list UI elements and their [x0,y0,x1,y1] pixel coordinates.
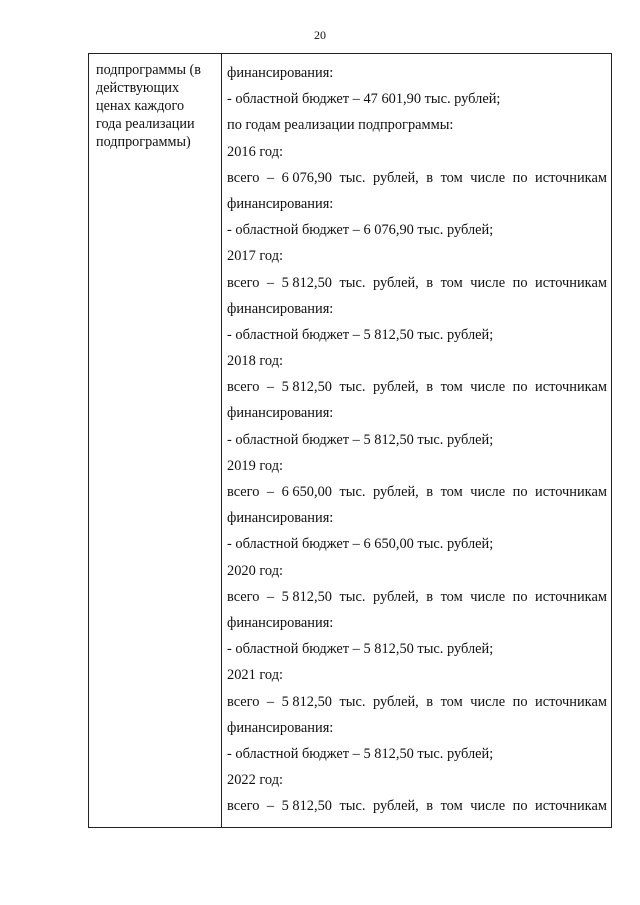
word: по [512,379,528,396]
word: 5 812,50 [281,798,332,815]
word: том [440,588,463,605]
word: – [266,798,275,815]
financing-table [88,53,612,828]
text-line: 2017 год: [227,248,284,265]
text-line: - областной бюджет – 5 812,50 тыс. рублей; [227,326,494,343]
financing-total-line [227,479,607,505]
text-line: - областной бюджет – 47 601,90 тыс. рублей; [227,91,501,108]
word: источникам [535,169,607,186]
label-line: ценах каждого [96,98,185,114]
text-line: финансирования: [227,65,334,81]
word: тыс. [339,169,366,186]
label-line: подпрограммы (в [96,62,201,78]
word: том [440,693,463,710]
word: 5 812,50 [281,588,332,605]
word: том [440,274,463,291]
financing-total-line [227,270,607,296]
word: 5 812,50 [281,693,332,710]
word: числе [470,484,506,500]
word: числе [470,274,506,291]
word: – [266,588,275,605]
word: в [426,798,434,815]
word: по [512,693,528,710]
word: – [266,274,275,291]
word: в [426,693,434,710]
text-line: финансирования: [227,300,334,317]
page-number: 20 [314,28,326,42]
table-value-cell [222,54,611,827]
word: всего [227,693,260,710]
word: том [440,169,463,186]
word: всего [227,274,260,291]
word: рублей, [372,484,419,500]
word: числе [470,693,506,710]
word: источникам [535,588,607,605]
text-line: финансирования: [227,405,334,422]
word: источникам [535,484,607,500]
label-line: подпрограммы) [96,134,191,150]
word: рублей, [372,588,419,605]
text-line: по годам реализации подпрограммы: [227,117,454,134]
financing-total-line [227,584,607,610]
text-line: 2020 год: [227,562,284,579]
word: всего [227,798,260,815]
word: рублей, [372,169,419,186]
text-line: 2021 год: [227,667,284,684]
word: тыс. [339,274,366,291]
word: 5 812,50 [281,274,332,291]
word: тыс. [339,379,366,396]
word: рублей, [372,693,419,710]
financing-total-line [227,165,607,191]
word: в [426,274,434,291]
word: – [266,379,275,396]
word: числе [470,588,506,605]
text-line: финансирования: [227,510,334,527]
word: том [440,798,463,815]
word: – [266,693,275,710]
word: рублей, [372,274,419,291]
text-line: 2018 год: [227,353,284,370]
text-line: - областной бюджет – 5 812,50 тыс. рублей; [227,431,494,448]
text-line: - областной бюджет – 6 076,90 тыс. рублей; [227,222,494,239]
word: 6 650,00 [281,484,332,500]
word: в [426,169,434,186]
table-label-cell [89,54,222,827]
word: источникам [535,693,607,710]
word: по [512,588,528,605]
word: том [440,379,463,396]
word: по [512,274,528,291]
word: источникам [535,274,607,291]
financing-total-line [227,689,607,715]
word: числе [470,798,506,815]
text-line: 2019 год: [227,457,284,474]
text-line: - областной бюджет – 6 650,00 тыс. рублей; [227,536,494,553]
word: тыс. [339,588,366,605]
word: всего [227,588,260,605]
word: в [426,588,434,605]
word: всего [227,484,260,500]
text-line: 2022 год: [227,772,284,789]
word: источникам [535,379,607,396]
word: тыс. [339,484,366,500]
label-line: года реализации [96,116,195,132]
word: том [440,484,463,500]
financing-total-line [227,374,607,400]
word: тыс. [339,693,366,710]
word: по [512,798,528,815]
word: – [266,169,275,186]
text-line: 2016 год: [227,143,284,160]
word: числе [470,169,506,186]
word: рублей, [372,379,419,396]
word: 5 812,50 [281,379,332,396]
word: всего [227,379,260,396]
text-line: финансирования: [227,195,334,212]
word: по [512,484,528,500]
word: 6 076,90 [281,169,332,186]
word: в [426,379,434,396]
word: всего [227,169,260,186]
word: по [512,169,528,186]
word: тыс. [339,798,366,815]
word: в [426,484,434,500]
text-line: финансирования: [227,719,334,736]
text-line: - областной бюджет – 5 812,50 тыс. рублей; [227,641,494,658]
word: – [266,484,275,500]
text-line: финансирования: [227,614,334,631]
label-line: действующих [96,80,180,96]
word: рублей, [372,798,419,815]
word: источникам [535,798,607,815]
financing-total-line [227,793,607,819]
word: числе [470,379,506,396]
text-line: - областной бюджет – 5 812,50 тыс. рублей; [227,745,494,762]
